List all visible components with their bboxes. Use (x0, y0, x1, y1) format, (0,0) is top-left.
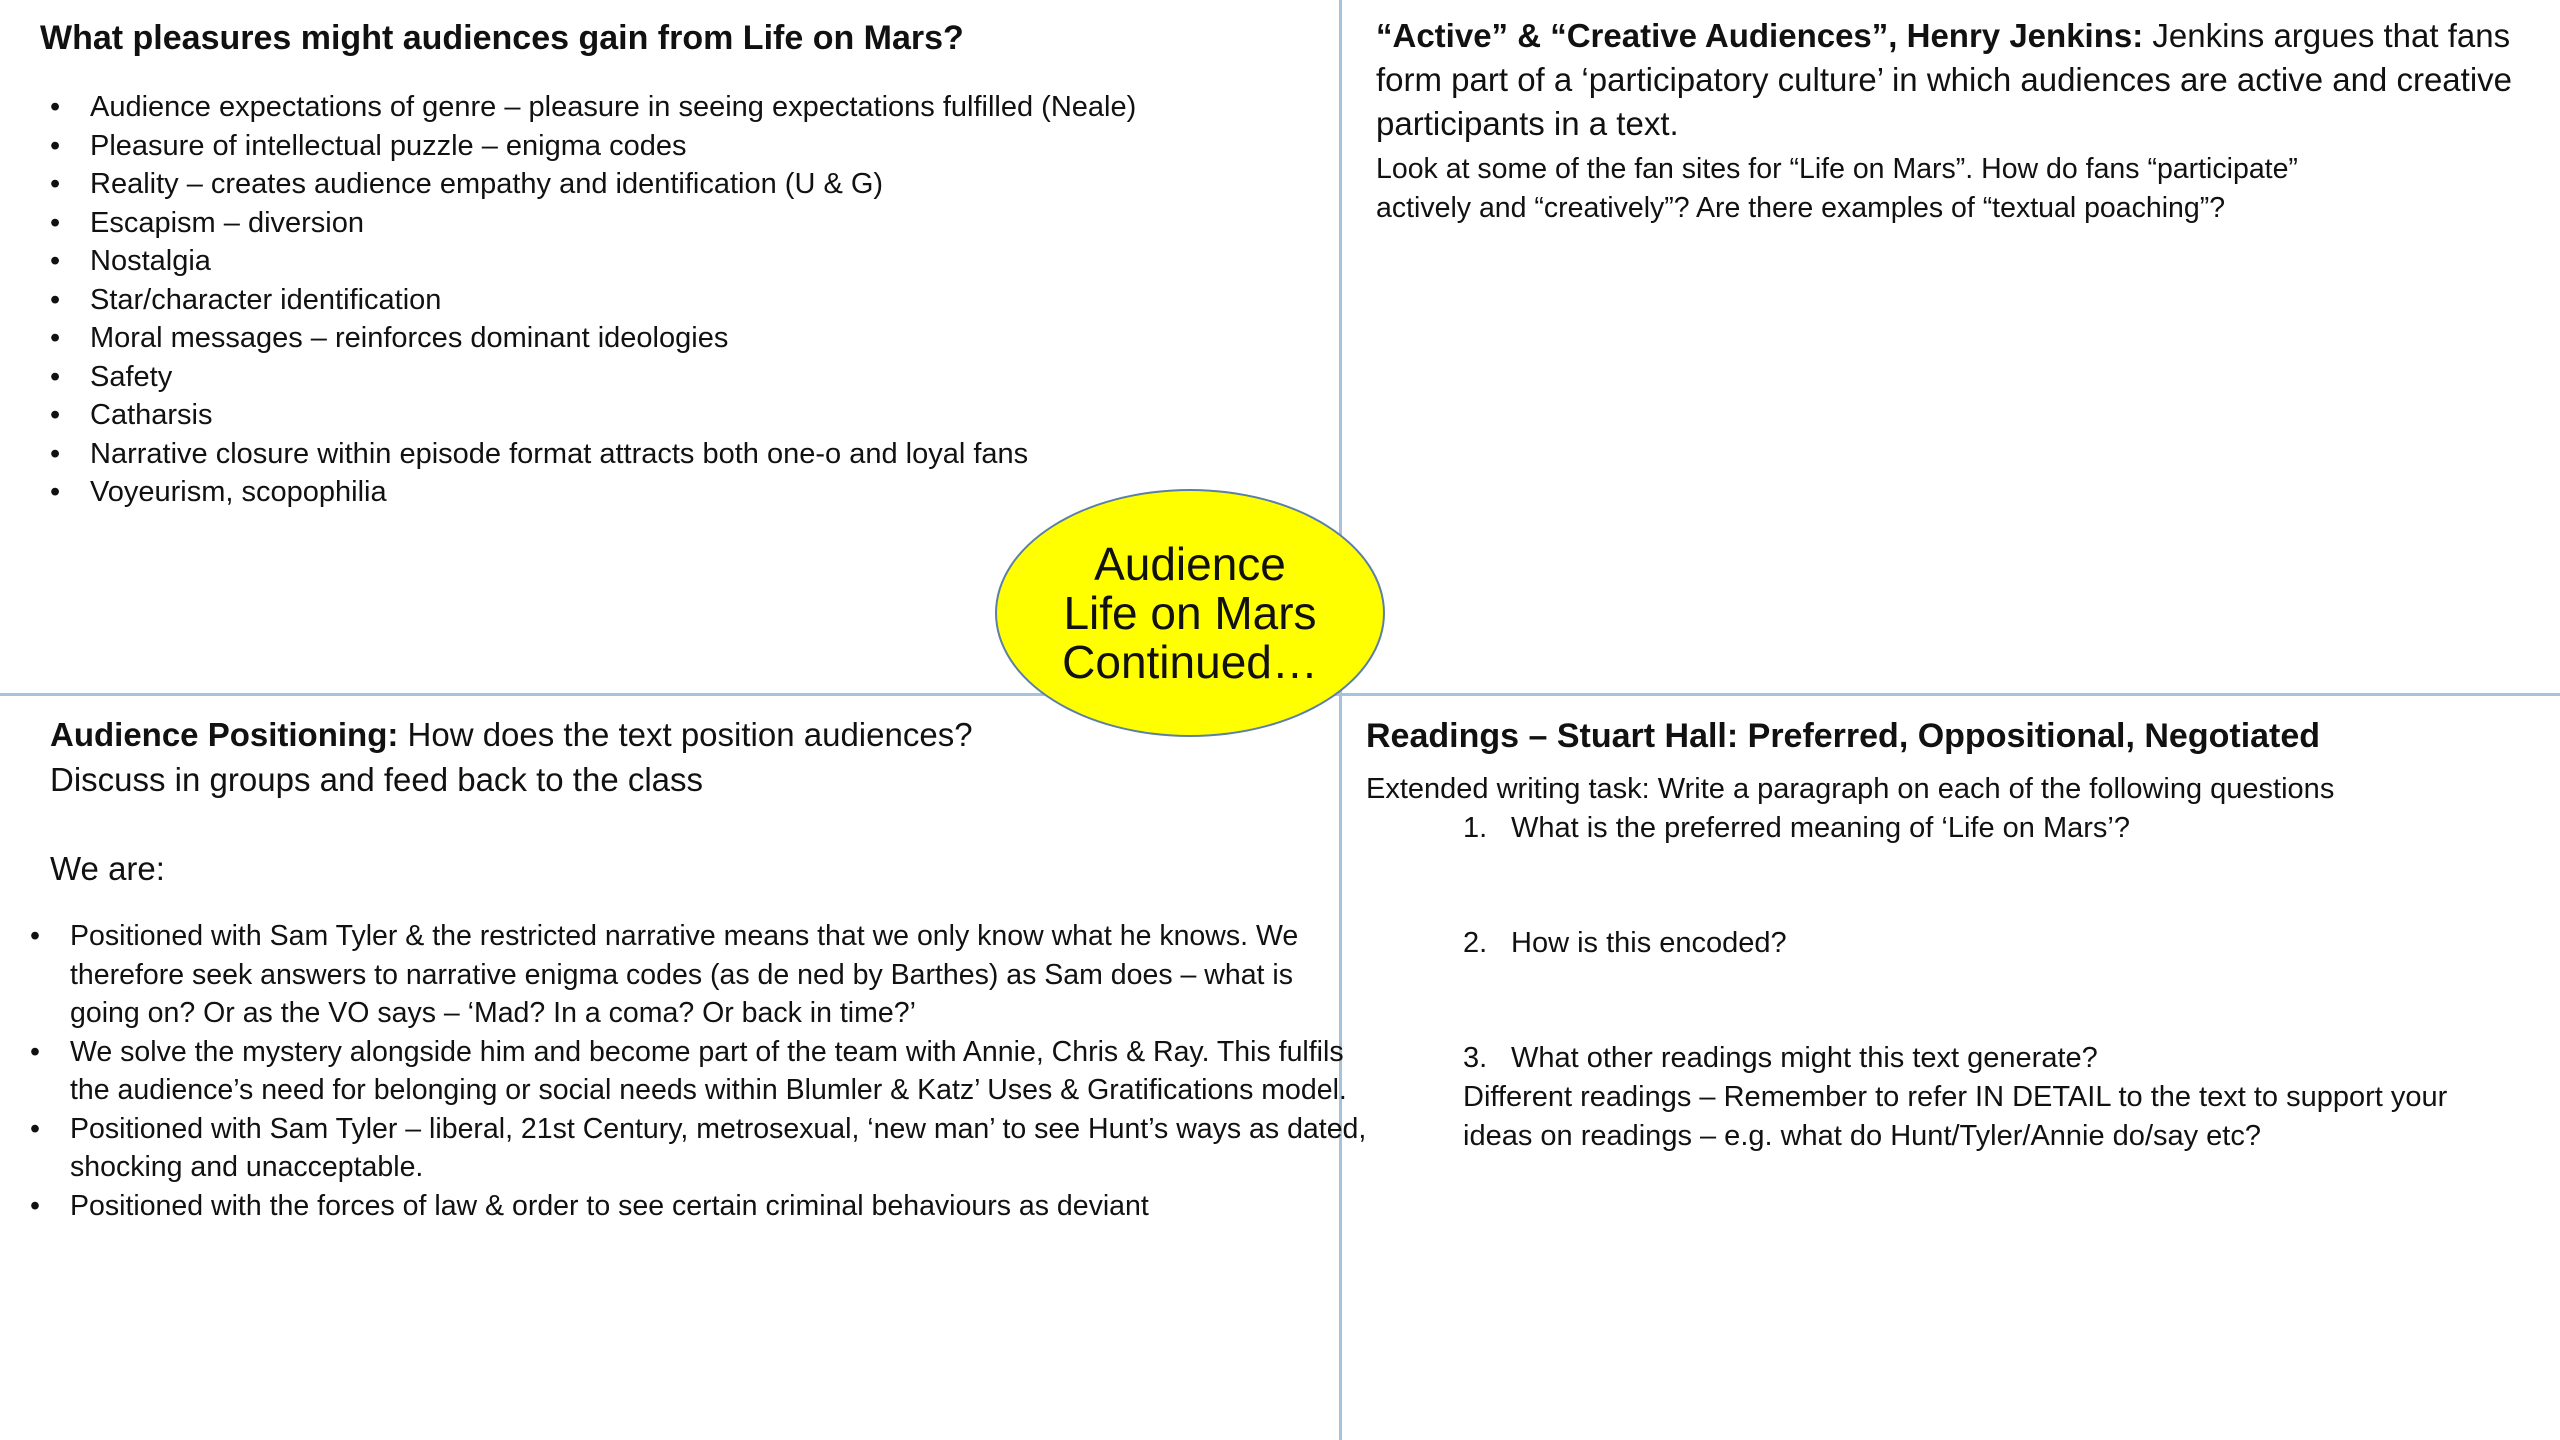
list-item: • Moral messages – reinforces dominant ideologies (40, 319, 1300, 358)
list-item: • Narrative closure within episode format attracts both one-o and loyal fans (40, 435, 1300, 474)
bullet-icon: • (30, 1035, 40, 1068)
list-item: • Positioned with the forces of law & order to see certain criminal behaviours as deviant (30, 1187, 1370, 1226)
positioning-heading: Audience Positioning: (50, 716, 399, 753)
question-text: How is this encoded? (1511, 927, 1787, 959)
questions-list (1463, 809, 2536, 1078)
positioning-list (30, 917, 1367, 1225)
different-readings-note: Different readings – Remember to refer IN DETAIL to the text to support your ideas on readings – e.g. what do Hunt/Tyler/Annie do/say etc? (1463, 1081, 2448, 1152)
readings-heading: Readings – Stuart Hall: Preferred, Oppositional, Negotiated (1366, 717, 2321, 755)
positioning-question: How does the text position audiences? (398, 716, 973, 753)
bullet-icon: • (50, 360, 61, 393)
center-title-ellipse (995, 489, 1385, 737)
question-text: What other readings might this text generate? (1511, 1042, 2098, 1074)
bullet-icon: • (50, 91, 61, 123)
list-item: • Reality – creates audience empathy and identification (U & G) (40, 165, 1300, 204)
list-item: • Escapism – diversion (40, 204, 1300, 243)
fan-sites-task: Look at some of the fan sites for “Life on Mars”. How do fans “participate” actively and “creatively”? Are there examples of “textual poaching”? (1376, 153, 2298, 224)
bullet-icon: • (50, 168, 61, 200)
list-item: • Safety (40, 358, 1300, 397)
list-item: • Voyeurism, scopophilia (40, 473, 1300, 512)
list-item: • Audience expectations of genre – pleasure in seeing expectations fulfilled (Neale) (40, 88, 1300, 127)
bullet-icon: • (50, 437, 61, 470)
readings-section (1366, 712, 2536, 1156)
center-title: Audience Life on Mars Continued… (1062, 537, 1318, 688)
bullet-icon: • (50, 206, 61, 239)
list-item: • Pleasure of intellectual puzzle – enigma codes (40, 127, 1300, 166)
extended-writing-task: Extended writing task: Write a paragraph on each of the following questions (1366, 773, 2335, 805)
bullet-icon: • (50, 476, 61, 508)
pleasures-heading: What pleasures might audiences gain from Life on Mars? (40, 19, 964, 57)
discuss-instruction: Discuss in groups and feed back to the class (50, 761, 704, 798)
bullet-icon: • (50, 322, 61, 354)
list-item: • Positioned with Sam Tyler & the restricted narrative means that we only know what he knows. We therefore seek answers to narrative enigma codes (as de ned by Barthes) as Sam does – what is going on? Or as the VO says – ‘Mad? In a coma? Or back in time?’ (30, 917, 1370, 1033)
bullet-icon: • (30, 1189, 40, 1222)
list-item: • Nostalgia (40, 242, 1300, 281)
question-item (1463, 924, 2536, 963)
question-text: What is the preferred meaning of ‘Life on Mars’? (1511, 812, 2130, 844)
active-audiences-section (1376, 14, 2526, 228)
bullet-icon: • (30, 1112, 40, 1145)
list-item: • Positioned with Sam Tyler – liberal, 21st Century, metrosexual, ‘new man’ to see Hunt’s ways as dated, shocking and unacceptable. (30, 1110, 1370, 1187)
audience-positioning-section (30, 712, 1367, 1225)
we-are-label: We are: (50, 850, 165, 887)
pleasures-section (40, 14, 1300, 512)
bullet-icon: • (50, 129, 61, 162)
bullet-icon: • (50, 399, 61, 431)
list-item: • Star/character identification (40, 281, 1300, 320)
bullet-icon: • (30, 920, 40, 952)
jenkins-argument: Jenkins argues that fans form part of a ‘participatory culture’ in which audiences are active and creative participants in a text. (1376, 17, 2513, 142)
bullet-icon: • (50, 245, 61, 277)
list-item: • We solve the mystery alongside him and become part of the team with Annie, Chris & Ray. This fulfils the audience’s need for belonging or social needs within Blumler & Katz’ Uses & Gratifications model. (30, 1033, 1370, 1110)
jenkins-intro (1376, 14, 2526, 146)
question-item (1463, 809, 2536, 848)
question-item (1463, 1039, 2536, 1078)
bullet-icon: • (50, 283, 61, 316)
question-number: 3. (1463, 1042, 1488, 1074)
list-item: • Catharsis (40, 396, 1300, 435)
pleasures-list (40, 88, 1300, 512)
question-number: 2. (1463, 927, 1488, 959)
question-number: 1. (1463, 812, 1488, 844)
jenkins-heading: “Active” & “Creative Audiences”, Henry Jenkins: (1376, 17, 2144, 54)
